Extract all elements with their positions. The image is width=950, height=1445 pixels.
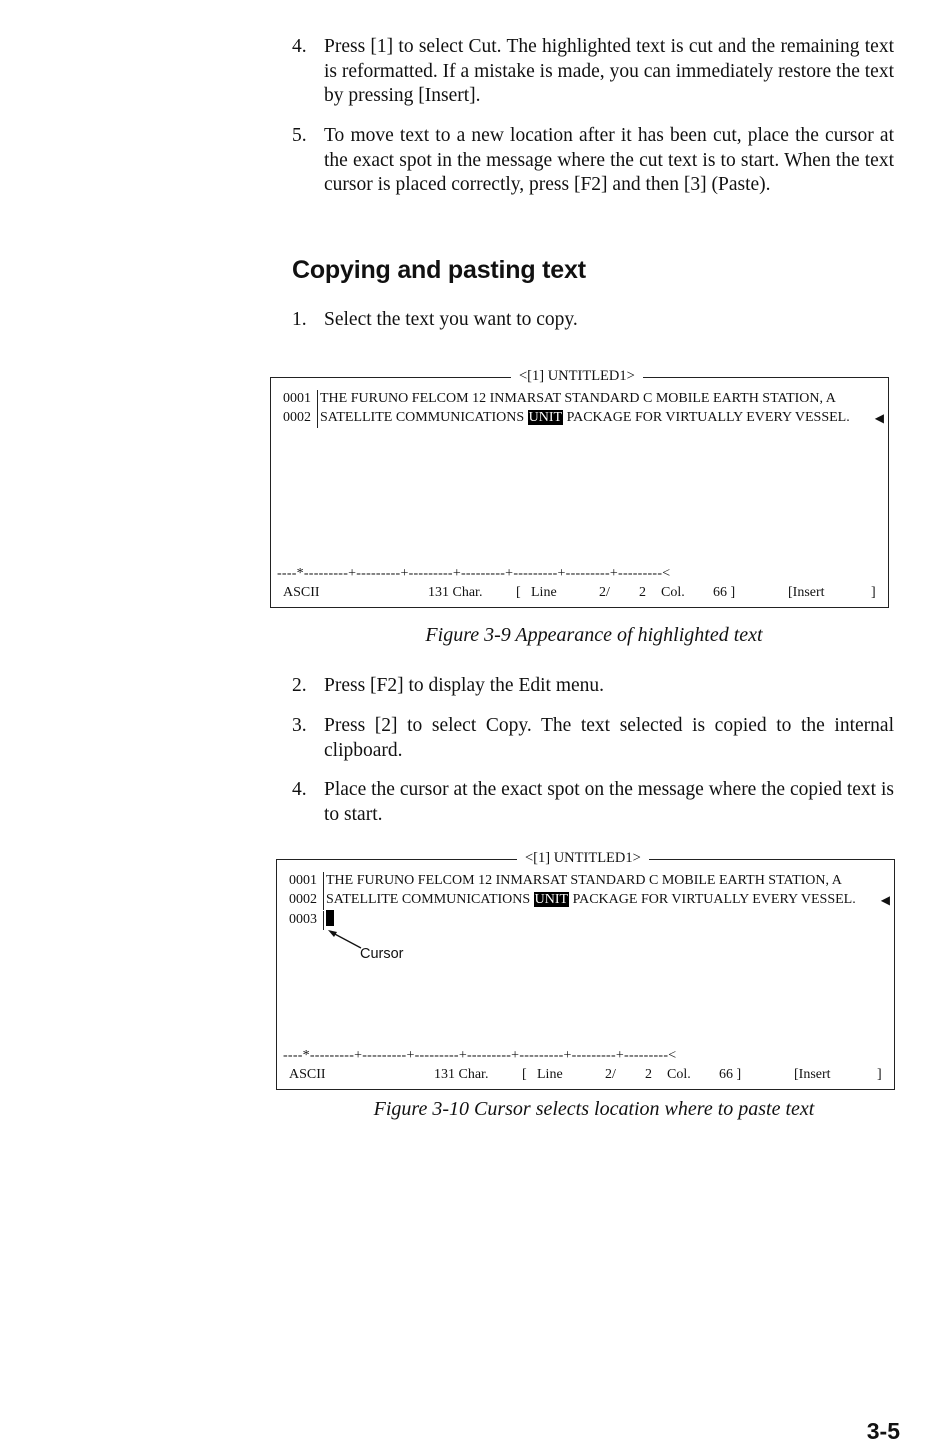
text-line <box>283 409 850 428</box>
status-col-label: Col. <box>667 1067 691 1082</box>
step-text: Select the text you want to copy. <box>324 309 578 330</box>
window-title: <[1] UNTITLED1> <box>517 849 649 868</box>
text-line <box>289 872 842 891</box>
editor-screen-figure-3-9 <box>270 368 889 608</box>
step-text: To move text to a new location after it has been cut, place the cursor at the exact spot in the message where the cut text is to start. When the text cursor is placed correctly, press [F2] and then [3] (Paste). <box>324 125 894 195</box>
status-mode: ASCII <box>283 585 320 600</box>
line-text-after: PACKAGE FOR VIRTUALLY EVERY VESSEL. <box>569 892 856 907</box>
line-text: THE FURUNO FELCOM 12 INMARSAT STANDARD C MOBILE EARTH STATION, A <box>320 391 836 406</box>
ruler: ----*---------+---------+---------+---------+---------+---------+---------< <box>277 566 671 581</box>
text-cursor-icon <box>326 910 334 926</box>
line-number: 0003 <box>289 911 324 930</box>
line-number: 0001 <box>289 872 324 891</box>
status-col-value: 66 ] <box>713 585 736 600</box>
editor-screen-figure-3-10 <box>276 850 895 1090</box>
line-text: SATELLITE COMMUNICATIONS <box>320 410 528 425</box>
status-bracket-open: [ <box>516 585 521 600</box>
step-text: Press [1] to select Cut. The highlighted text is cut and the remaining text is reformatted. If a mistake is made, you can immediately restore the text by pressing [Insert]. <box>324 36 894 106</box>
line-number: 0001 <box>283 390 318 409</box>
page-number: 3-5 <box>866 1418 900 1444</box>
step-text: Press [F2] to display the Edit menu. <box>324 675 605 696</box>
step-text: Place the cursor at the exact spot on the message where the copied text is to start. <box>324 779 894 825</box>
status-mode: ASCII <box>289 1067 326 1082</box>
status-line-label: Line <box>531 585 557 600</box>
highlighted-text: UNIT <box>528 410 563 425</box>
step-number: 1. <box>292 309 307 330</box>
status-line-value: 2/ <box>599 585 610 600</box>
step-number: 4. <box>292 779 307 800</box>
status-line-value: 2/ <box>605 1067 616 1082</box>
section-heading: Copying and pasting text <box>292 256 586 284</box>
highlighted-text: UNIT <box>534 892 569 907</box>
figure-caption: Figure 3-10 Cursor selects location where to paste text <box>373 1098 815 1120</box>
step-number: 4. <box>292 36 307 57</box>
step-1-select <box>292 308 894 333</box>
step-number: 5. <box>292 125 307 146</box>
figure-caption: Figure 3-9 Appearance of highlighted text <box>425 624 763 646</box>
window-title: <[1] UNTITLED1> <box>511 367 643 386</box>
status-bracket-close: ] <box>877 1067 882 1082</box>
cursor-annotation: Cursor <box>360 946 404 962</box>
text-line <box>289 891 856 910</box>
step-number: 3. <box>292 715 307 736</box>
line-end-marker-icon: ◀ <box>880 893 890 907</box>
status-line-total: 2 <box>645 1067 652 1082</box>
status-col-label: Col. <box>661 585 685 600</box>
step-4-place-cursor <box>292 778 894 827</box>
step-5-move <box>292 124 894 198</box>
status-bracket-close: ] <box>871 585 876 600</box>
line-text: THE FURUNO FELCOM 12 INMARSAT STANDARD C MOBILE EARTH STATION, A <box>326 873 842 888</box>
line-number: 0002 <box>283 409 318 428</box>
text-line <box>289 910 334 930</box>
status-line-label: Line <box>537 1067 563 1082</box>
status-chars: 131 Char. <box>428 585 483 600</box>
status-line-total: 2 <box>639 585 646 600</box>
ruler: ----*---------+---------+---------+---------+---------+---------+---------< <box>283 1048 677 1063</box>
line-end-marker-icon: ◀ <box>874 411 884 425</box>
line-number: 0002 <box>289 891 324 910</box>
status-insert: [Insert <box>788 585 825 600</box>
status-bracket-open: [ <box>522 1067 527 1082</box>
line-text: SATELLITE COMMUNICATIONS <box>326 892 534 907</box>
line-text-after: PACKAGE FOR VIRTUALLY EVERY VESSEL. <box>563 410 850 425</box>
step-3-copy <box>292 714 894 763</box>
step-2-edit-menu <box>292 674 894 699</box>
text-line <box>283 390 836 409</box>
cursor-pointer-arrow-icon <box>325 928 365 952</box>
step-text: Press [2] to select Copy. The text selected is copied to the internal clipboard. <box>324 715 894 761</box>
step-number: 2. <box>292 675 307 696</box>
status-insert: [Insert <box>794 1067 831 1082</box>
status-col-value: 66 ] <box>719 1067 742 1082</box>
step-4-cut <box>292 35 894 109</box>
status-chars: 131 Char. <box>434 1067 489 1082</box>
